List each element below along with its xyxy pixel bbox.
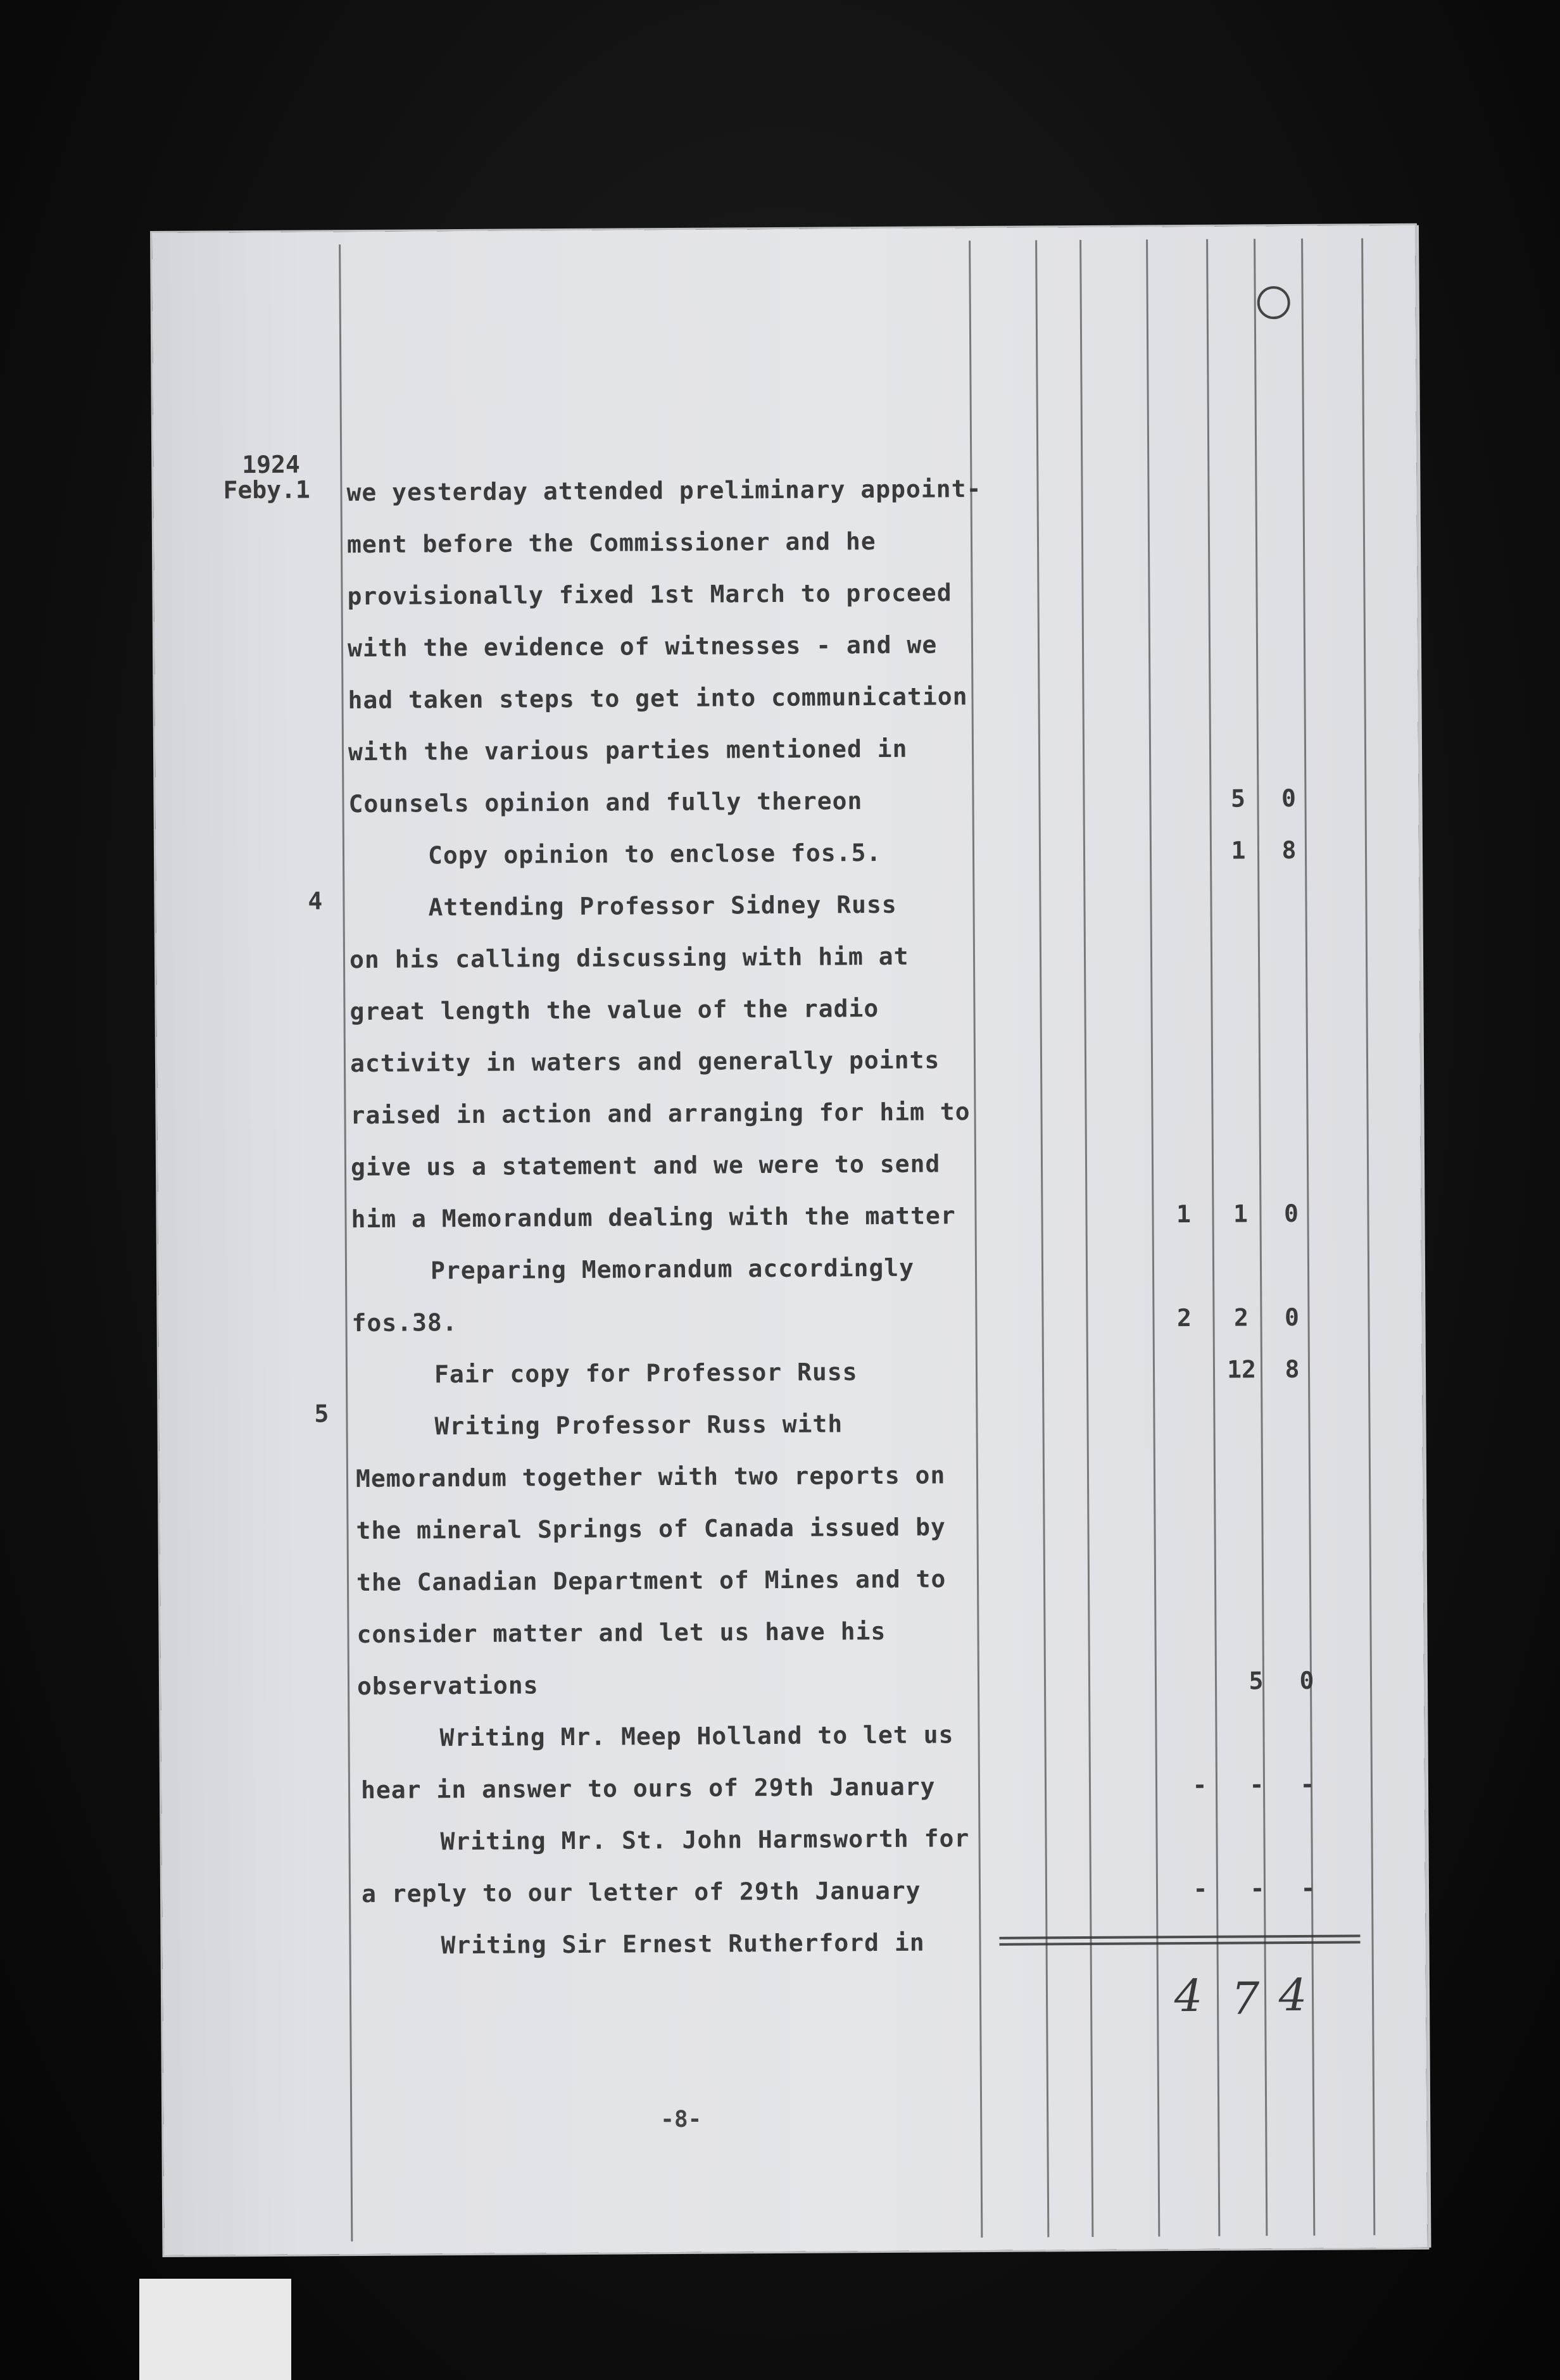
entry-line: great length the value of the radio — [349, 994, 879, 1026]
handwritten-total-shillings: 7 — [1231, 1972, 1260, 2025]
column-rule — [969, 241, 983, 2238]
amount-pence: 0 — [1281, 784, 1297, 813]
page-number: -8- — [660, 2106, 702, 2133]
punch-hole — [1257, 286, 1290, 319]
amount-shillings: 12 — [1226, 1355, 1257, 1384]
amount-shillings: 2 — [1233, 1303, 1249, 1332]
amount-shillings: - — [1250, 1874, 1265, 1903]
entry-line: on his calling discussing with him at — [349, 942, 909, 974]
entry-line: the mineral Springs of Canada issued by — [356, 1513, 946, 1545]
entry-line: raised in action and arranging for him to — [350, 1098, 971, 1130]
entry-line: give us a statement and we were to send — [350, 1149, 941, 1182]
amount-pounds: - — [1193, 1874, 1208, 1903]
amount-pence: 8 — [1285, 1355, 1300, 1384]
entry-line: consider matter and let us have his — [356, 1617, 886, 1649]
entry-line: with the evidence of witnesses - and we — [347, 630, 938, 663]
amount-shillings: 1 — [1233, 1199, 1249, 1228]
column-rule — [1361, 238, 1375, 2235]
entry-line: Writing Mr. St. John Harmsworth for — [440, 1824, 970, 1856]
ledger-page — [152, 225, 1427, 2255]
amount-pounds: 2 — [1176, 1304, 1192, 1332]
date-4: 4 — [308, 887, 323, 915]
amount-shillings: 5 — [1230, 784, 1246, 813]
amount-pounds: 1 — [1176, 1200, 1192, 1229]
entry-line: Writing Professor Russ with — [434, 1410, 843, 1441]
entry-line: we yesterday attended preliminary appoint- — [346, 475, 982, 507]
amount-pounds: - — [1192, 1770, 1207, 1800]
amount-pence: 8 — [1281, 836, 1297, 865]
amount-shillings: - — [1249, 1770, 1264, 1799]
entry-line: with the various parties mentioned in — [348, 734, 908, 767]
film-label-tab — [139, 2279, 291, 2380]
amount-pence: 0 — [1284, 1303, 1300, 1332]
entry-line: him a Memorandum dealing with the matter — [351, 1201, 956, 1234]
entry-line: provisionally fixed 1st March to proceed — [347, 579, 952, 611]
amount-pence: - — [1300, 1770, 1315, 1798]
entry-line: Counsels opinion and fully thereon — [348, 787, 863, 818]
entry-line: the Canadian Department of Mines and to — [356, 1565, 947, 1597]
date-feby-1: Feby.1 — [223, 475, 310, 504]
total-rule — [999, 1934, 1360, 1939]
handwritten-total-pence: 4 — [1278, 1969, 1307, 2022]
entry-line: Memorandum together with two reports on — [355, 1461, 946, 1493]
entry-line: Copy opinion to enclose fos.5. — [427, 838, 882, 870]
entry-line: hear in answer to ours of 29th January — [360, 1772, 936, 1805]
entry-line: Attending Professor Sidney Russ — [428, 890, 897, 922]
entry-line: activity in waters and generally points — [349, 1046, 940, 1078]
entry-line: had taken steps to get into communication — [348, 682, 968, 715]
entry-line: Fair copy for Professor Russ — [434, 1358, 858, 1389]
entry-line: Preparing Memorandum accordingly — [430, 1253, 915, 1285]
total-rule — [1000, 1941, 1361, 1945]
amount-pence: 0 — [1299, 1666, 1314, 1694]
entry-line: observations — [356, 1671, 539, 1701]
entry-line: Writing Sir Ernest Rutherford in — [441, 1928, 925, 1960]
amount-shillings: 5 — [1249, 1667, 1264, 1695]
amount-pence: 0 — [1283, 1199, 1299, 1228]
date-5: 5 — [314, 1400, 329, 1428]
year-label: 1924 — [242, 450, 300, 479]
entry-line: ment before the Commissioner and he — [346, 527, 876, 559]
entry-line: Writing Mr. Meep Holland to let us — [439, 1720, 954, 1752]
amount-pence: - — [1300, 1874, 1316, 1902]
entry-line: a reply to our letter of 29th January — [361, 1876, 921, 1908]
amount-shillings: 1 — [1231, 836, 1246, 865]
handwritten-total-pounds: 4 — [1174, 1969, 1203, 2022]
entry-line: fos.38. — [351, 1308, 458, 1337]
